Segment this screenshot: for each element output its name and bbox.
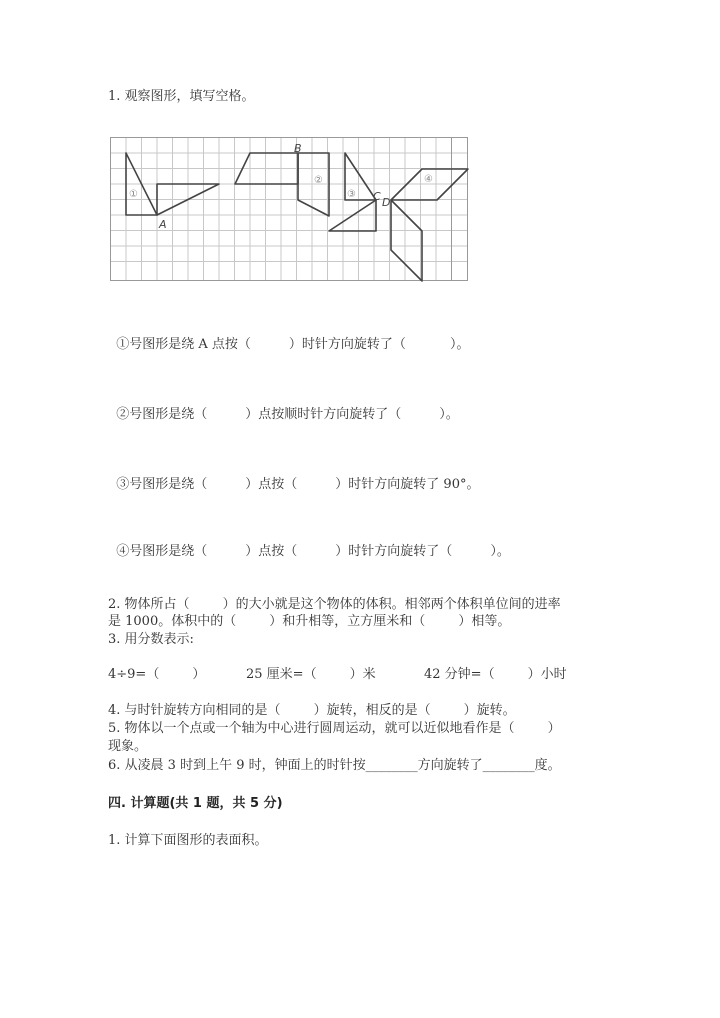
- q1-sub-1-text-c: ）。: [449, 337, 470, 352]
- q1-sub-3-text-c: ）时针方向旋转了 90°。: [335, 477, 480, 492]
- q1-sub-4: [108, 525, 510, 561]
- q1-sub-4-text-d: ）。: [490, 544, 510, 559]
- question-5-line-1: 5. 物体以一个点或一个轴为中心进行圆周运动，就可以近似地看作是（ ）: [108, 721, 561, 736]
- q1-sub-3-text-b: ）点按（: [245, 477, 298, 492]
- q1-sub-1: [108, 318, 469, 354]
- q1-sub-2-text-c: ）。: [439, 407, 459, 422]
- shape-4-rotated-parallelogram: [391, 200, 422, 281]
- rotation-grid-figure: [108, 136, 472, 284]
- q3-item-2: 25 厘米=（ ）米: [246, 667, 376, 682]
- point-a-label: A: [159, 218, 167, 231]
- q1-sub-4-text-a: ④号图形是绕（: [116, 544, 208, 559]
- q1-sub-2: [108, 388, 459, 424]
- q1-sub-4-text-b: ）点按（: [245, 544, 298, 559]
- q1-sub-4-text-c: ）时针方向旋转了（: [335, 544, 453, 559]
- point-d-label: D: [382, 196, 391, 209]
- q1-sub-1-text-b: ）时针方向旋转了（: [288, 337, 406, 352]
- grid-lines: [110, 137, 468, 281]
- section-4-question-1: 1. 计算下面图形的表面积。: [108, 833, 268, 848]
- point-b-label: B: [294, 142, 302, 155]
- question-5-line-2: 现象。: [108, 739, 148, 754]
- q1-sub-3-text-a: ③号图形是绕（: [116, 477, 208, 492]
- section-4-heading: 四. 计算题(共 1 题，共 5 分): [108, 796, 283, 811]
- question-1-title: 1. 观察图形，填写空格。: [108, 89, 255, 104]
- shape-1-number: ①: [129, 189, 138, 200]
- q1-sub-3: [108, 458, 479, 494]
- shape-2-number: ②: [314, 175, 323, 186]
- point-labels: [158, 142, 390, 231]
- question-2-line-1: 2. 物体所占（ ）的大小就是这个物体的体积。相邻两个体积单位间的进率: [108, 597, 561, 612]
- q1-sub-2-text-b: ）点按顺时针方向旋转了（: [245, 407, 402, 422]
- question-6: 6. 从凌晨 3 时到上午 9 时，钟面上的时针按________方向旋转了________度。: [108, 758, 561, 773]
- shape-4-number: ④: [424, 174, 433, 185]
- q3-item-1: 4÷9=（ ）: [108, 667, 206, 682]
- shape-3-number: ③: [347, 189, 356, 200]
- point-c-label: C: [373, 190, 381, 203]
- q3-item-3: 42 分钟=（ ）小时: [424, 667, 567, 682]
- q1-sub-2-text-a: ②号图形是绕（: [116, 407, 208, 422]
- question-3-title: 3. 用分数表示:: [108, 632, 194, 647]
- q1-sub-1-text-a: ①号图形是绕 A 点按（: [116, 337, 251, 352]
- question-4: 4. 与时针旋转方向相同的是（ ）旋转，相反的是（ ）旋转。: [108, 703, 516, 718]
- question-2-line-2: 是 1000。体积中的（ ）和升相等，立方厘米和（ ）相等。: [108, 614, 511, 629]
